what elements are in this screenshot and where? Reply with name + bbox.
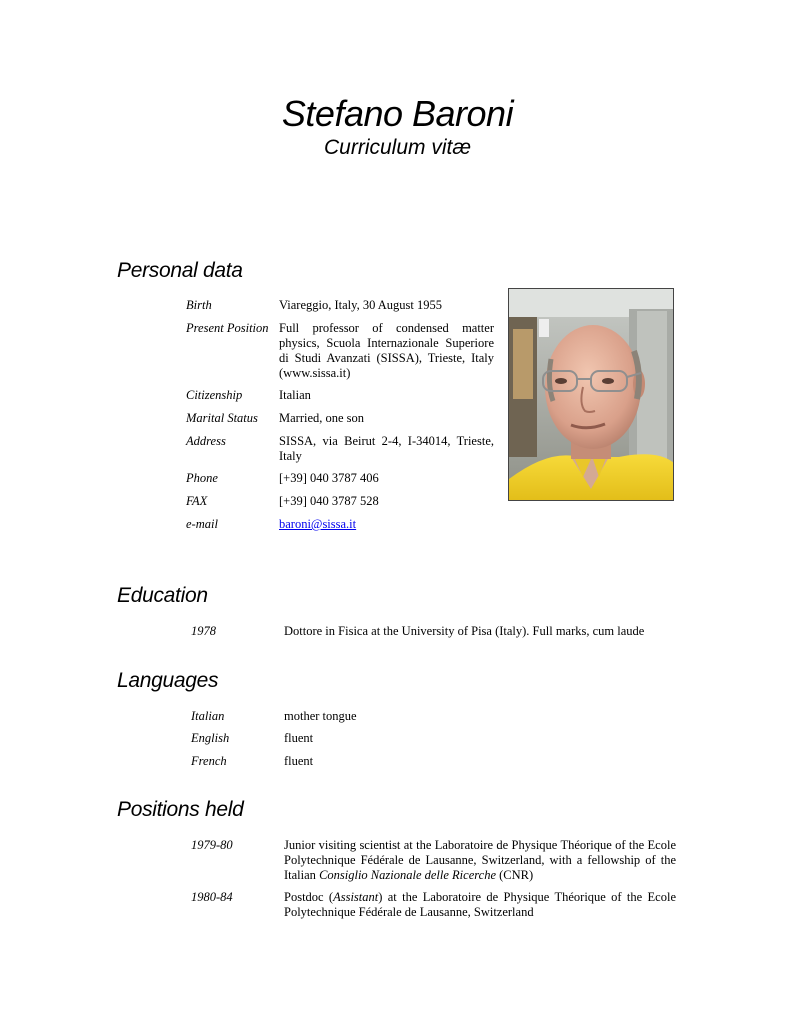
language-level: mother tongue [284,709,357,723]
position-text: Junior visiting scientist at the Laboratoire de Physique Théorique of the Ecole Polytechnique Fédérale de Lausanne, Switzerland, with a fellowship of the Italian [284,838,676,882]
section-heading-languages: Languages [117,669,219,692]
language-name: French [191,754,227,768]
position-period: 1979-80 [191,838,233,852]
position-text: Postdoc ( [284,890,334,904]
personal-value: [+39] 040 3787 528 [279,494,379,508]
personal-label: Phone [186,471,218,485]
personal-value: Italian [279,388,311,402]
profile-photo [508,288,674,501]
position-text: (CNR) [496,868,534,882]
education-year: 1978 [191,624,216,638]
position-text: ) at the Laboratoire de Physique Théorique of the Ecole Polytechnique Fédérale de Lausanne, Switzerland [284,890,677,919]
personal-label: Birth [186,298,212,312]
position-description [284,838,676,883]
personal-value: Full professor of condensed matter physics, Scuola Internazionale Superiore di Studi Avanzati (SISSA), Trieste, Italy (www.sissa.it) [279,321,494,380]
personal-label: Marital Status [186,411,258,425]
language-name: Italian [191,709,225,723]
section-heading-education: Education [117,584,208,607]
personal-label: Present Position [186,321,269,335]
personal-value: Married, one son [279,411,365,425]
personal-label: Citizenship [186,388,243,402]
personal-value: Viareggio, Italy, 30 August 1955 [279,298,443,312]
email-link[interactable]: baroni@sissa.it [279,517,357,531]
personal-value: SISSA, via Beirut 2-4, I-34014, Trieste, Italy [279,434,494,463]
position-period: 1980-84 [191,890,233,904]
portrait-image [509,289,674,501]
personal-value: [+39] 040 3787 406 [279,471,379,485]
position-description [284,890,676,920]
personal-label: FAX [186,494,208,508]
language-level: fluent [284,731,314,745]
cv-name-title: Stefano Baroni [281,93,514,134]
education-description: Dottore in Fisica at the University of Pisa (Italy). Full marks, cum laude [284,624,645,638]
section-heading-positions-held: Positions held [117,798,244,821]
language-level: fluent [284,754,314,768]
position-text-italic: Assistant [333,890,379,904]
section-heading-personal-data: Personal data [117,259,243,282]
language-name: English [191,731,230,745]
personal-label: Address [186,434,226,448]
position-text-italic: Consiglio Nazionale delle Ricerche [319,868,496,882]
personal-label: e-mail [186,517,218,531]
cv-subtitle: Curriculum vitæ [323,136,472,159]
